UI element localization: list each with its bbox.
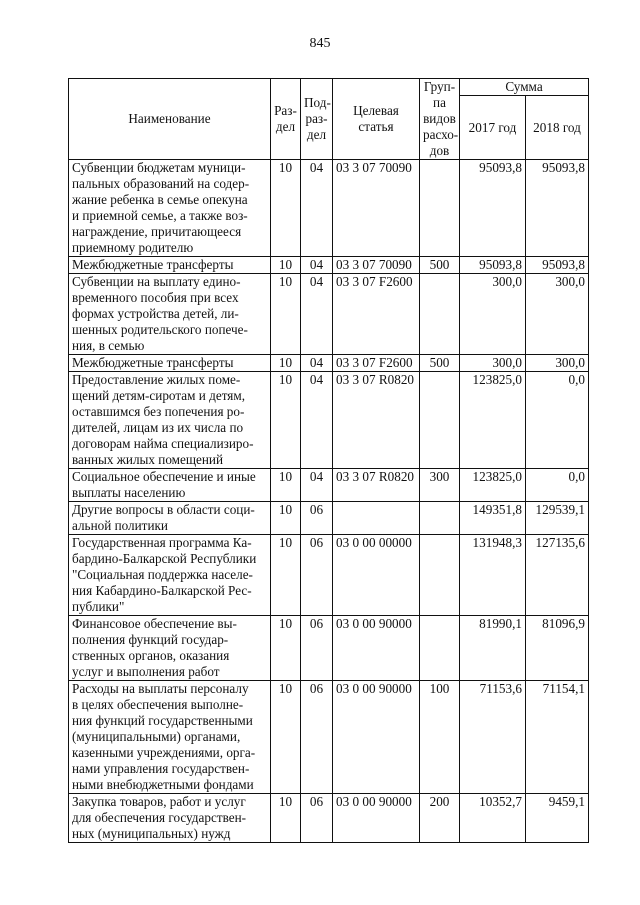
row-name-cell: Другие вопросы в области соци- альной политики (69, 502, 271, 535)
row-article-cell: 03 0 00 00000 (333, 535, 420, 616)
row-name-cell: Субвенции на выплату едино- временного пособия при всех формах устройства детей, ли- шенных родительского попече- ния, в семью (69, 274, 271, 355)
row-section-cell: 10 (271, 469, 301, 502)
row-subsection-cell: 06 (301, 681, 333, 794)
row-name-cell: Межбюджетные трансферты (69, 257, 271, 274)
row-article-cell: 03 3 07 F2600 (333, 274, 420, 355)
table-row (69, 794, 589, 843)
row-name-cell: Социальное обеспечение и иные выплаты населению (69, 469, 271, 502)
row-section-cell: 10 (271, 681, 301, 794)
table-row (69, 257, 589, 274)
table-row (69, 616, 589, 681)
header-subsection: Под- раз- дел (301, 79, 333, 160)
header-name: Наименование (69, 79, 271, 160)
row-sum-2018-cell: 95093,8 (526, 160, 589, 257)
row-subsection-cell: 06 (301, 794, 333, 843)
row-name-cell: Закупка товаров, работ и услуг для обеспечения государствен- ных (муниципальных) нужд (69, 794, 271, 843)
row-section-cell: 10 (271, 274, 301, 355)
row-sum-2017-cell: 71153,6 (460, 681, 526, 794)
row-subsection-cell: 06 (301, 502, 333, 535)
row-sum-2018-cell: 0,0 (526, 372, 589, 469)
row-name-cell: Финансовое обеспечение вы- полнения функций государ- ственных органов, оказания услуг и выполнения работ (69, 616, 271, 681)
row-article-cell: 03 0 00 90000 (333, 794, 420, 843)
row-sum-2017-cell: 149351,8 (460, 502, 526, 535)
row-section-cell: 10 (271, 160, 301, 257)
row-section-cell: 10 (271, 502, 301, 535)
row-section-cell: 10 (271, 616, 301, 681)
row-name-cell: Предоставление жилых поме- щений детям-сиротам и детям, оставшимся без попечения ро- дителей, лицам из их числа по договорам найма специализиро- ванных жилых помещений (69, 372, 271, 469)
row-section-cell: 10 (271, 535, 301, 616)
row-name-cell: Субвенции бюджетам муници- пальных образований на содер- жание ребенка в семье опекуна и приемной семье, а также воз- награждение, причитающееся приемному родителю (69, 160, 271, 257)
row-group-cell: 500 (420, 257, 460, 274)
row-article-cell: 03 0 00 90000 (333, 681, 420, 794)
row-sum-2018-cell: 9459,1 (526, 794, 589, 843)
table-row (69, 372, 589, 469)
row-subsection-cell: 06 (301, 616, 333, 681)
row-article-cell: 03 3 07 R0820 (333, 469, 420, 502)
row-sum-2017-cell: 123825,0 (460, 372, 526, 469)
header-group: Груп- па видов расхо- дов (420, 79, 460, 160)
row-section-cell: 10 (271, 355, 301, 372)
row-subsection-cell: 06 (301, 535, 333, 616)
row-sum-2018-cell: 81096,9 (526, 616, 589, 681)
table-body (69, 160, 589, 843)
row-sum-2017-cell: 300,0 (460, 274, 526, 355)
row-name-cell: Межбюджетные трансферты (69, 355, 271, 372)
table-row (69, 355, 589, 372)
header-section: Раз- дел (271, 79, 301, 160)
row-sum-2018-cell: 127135,6 (526, 535, 589, 616)
row-group-cell (420, 535, 460, 616)
row-article-cell: 03 3 07 F2600 (333, 355, 420, 372)
table-row (69, 681, 589, 794)
row-article-cell: 03 3 07 R0820 (333, 372, 420, 469)
row-sum-2017-cell: 123825,0 (460, 469, 526, 502)
row-subsection-cell: 04 (301, 372, 333, 469)
row-group-cell (420, 160, 460, 257)
row-subsection-cell: 04 (301, 160, 333, 257)
header-year-2018: 2018 год (526, 96, 589, 160)
row-article-cell: 03 3 07 70090 (333, 160, 420, 257)
row-section-cell: 10 (271, 372, 301, 469)
row-subsection-cell: 04 (301, 355, 333, 372)
row-article-cell: 03 0 00 90000 (333, 616, 420, 681)
row-sum-2017-cell: 95093,8 (460, 160, 526, 257)
row-article-cell (333, 502, 420, 535)
table-row (69, 502, 589, 535)
budget-table (68, 78, 589, 843)
row-sum-2018-cell: 0,0 (526, 469, 589, 502)
row-sum-2017-cell: 300,0 (460, 355, 526, 372)
row-sum-2018-cell: 71154,1 (526, 681, 589, 794)
table-row (69, 535, 589, 616)
row-subsection-cell: 04 (301, 274, 333, 355)
table-row (69, 160, 589, 257)
row-section-cell: 10 (271, 794, 301, 843)
row-name-cell: Государственная программа Ка- бардино-Балкарской Республики "Социальная поддержка населе- ния Кабардино-Балкарской Рес- публики" (69, 535, 271, 616)
row-sum-2017-cell: 131948,3 (460, 535, 526, 616)
row-group-cell (420, 274, 460, 355)
row-name-cell: Расходы на выплаты персоналу в целях обеспечения выполне- ния функций государственными (муниципальными) органами, казенными учреждениями, орга- нами управления государствен- ными внебюджетными фондами (69, 681, 271, 794)
row-group-cell: 500 (420, 355, 460, 372)
row-group-cell (420, 502, 460, 535)
row-sum-2018-cell: 300,0 (526, 355, 589, 372)
row-sum-2018-cell: 129539,1 (526, 502, 589, 535)
row-sum-2017-cell: 81990,1 (460, 616, 526, 681)
row-article-cell: 03 3 07 70090 (333, 257, 420, 274)
table-row (69, 469, 589, 502)
row-sum-2018-cell: 95093,8 (526, 257, 589, 274)
row-sum-2017-cell: 95093,8 (460, 257, 526, 274)
table-row (69, 274, 589, 355)
row-group-cell: 200 (420, 794, 460, 843)
row-section-cell: 10 (271, 257, 301, 274)
header-year-2017: 2017 год (460, 96, 526, 160)
table-header (69, 79, 589, 160)
page-number: 845 (309, 36, 331, 51)
row-sum-2018-cell: 300,0 (526, 274, 589, 355)
row-subsection-cell: 04 (301, 257, 333, 274)
row-sum-2017-cell: 10352,7 (460, 794, 526, 843)
row-group-cell: 300 (420, 469, 460, 502)
row-subsection-cell: 04 (301, 469, 333, 502)
header-article: Целевая статья (333, 79, 420, 160)
row-group-cell (420, 616, 460, 681)
row-group-cell: 100 (420, 681, 460, 794)
row-group-cell (420, 372, 460, 469)
header-sum: Сумма (460, 79, 589, 96)
